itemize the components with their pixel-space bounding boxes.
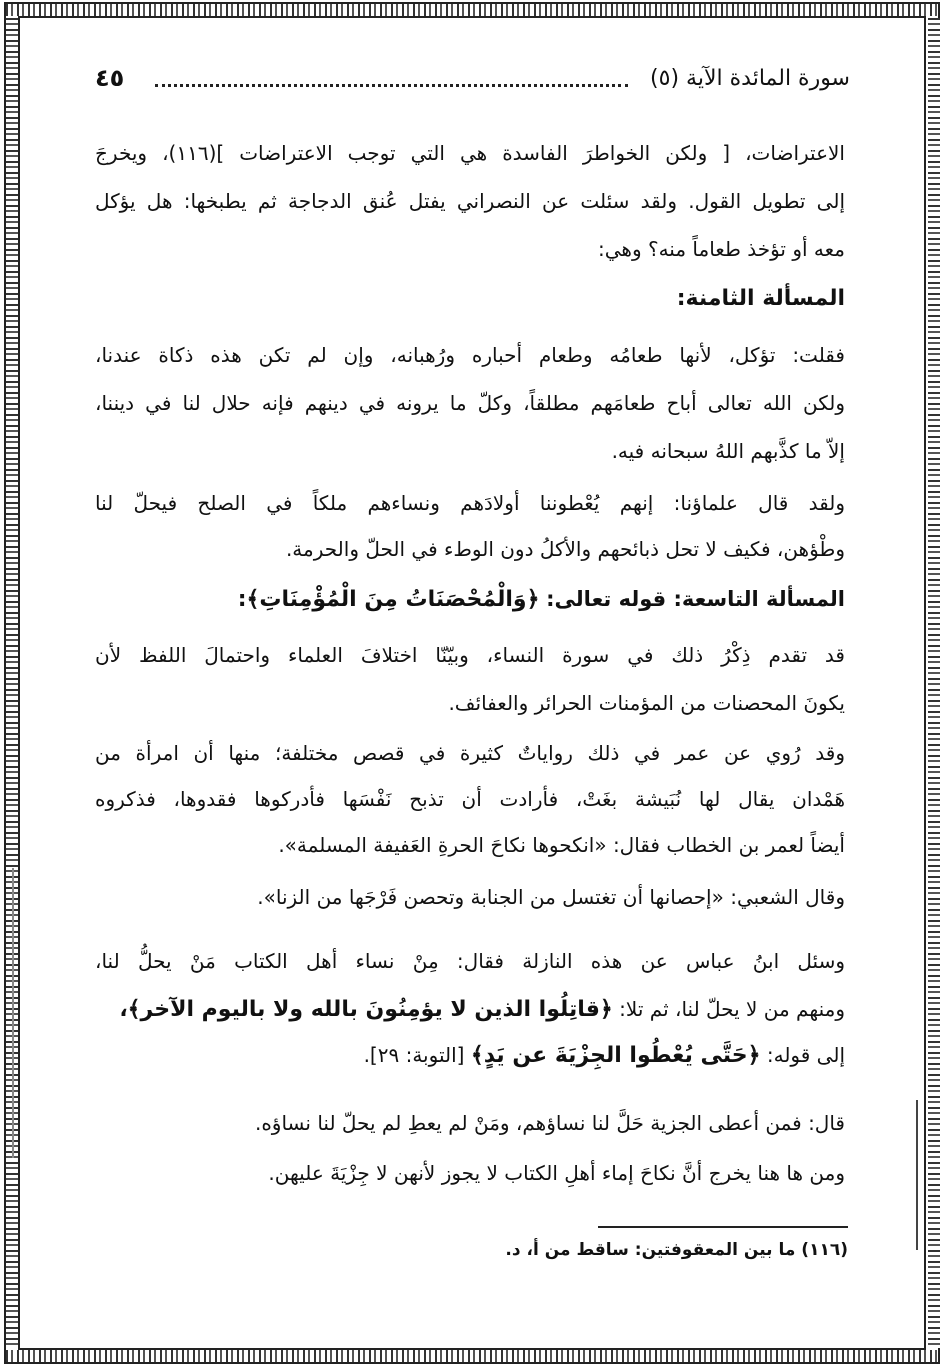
paragraph-line: هَمْدان يقال لها نُبَيشة بغَتْ، فأرادت أن تذبح نَفْسَها فأدركوها فقدوها، فذكروه <box>95 787 845 811</box>
paragraph-line: فقلت: تؤكل، لأنها طعامُه وطعام أحباره ورُهبانه، وإن لم تكن هذه ذكاة عندنا، <box>95 343 845 367</box>
paragraph-line: ولقد قال علماؤنا: إنهم يُعْطوننا أولادَهم ونساءهم ملكاً في الصلح فيحلّ لنا <box>95 491 845 515</box>
margin-scan-line <box>916 1100 918 1250</box>
page-border-inner <box>18 16 926 1350</box>
paragraph-line <box>95 994 845 1025</box>
paragraph-line: يكونَ المحصنات من المؤمنات الحرائر والعفائف. <box>448 691 845 715</box>
paragraph-line: ومن ها هنا يخرج أنَّ نكاحَ إماء أهلِ الكتاب لا يجوز لأنهن لا جِزْيَةَ عليهن. <box>268 1161 845 1185</box>
page-number: ٤٥ <box>95 64 125 92</box>
paragraph-line: ولكن الله تعالى أباح طعامَهم مطلقاً، وكلّ ما يرونه في دينهم فإنه حلال لنا في ديننا، <box>95 391 845 415</box>
section-heading: المسألة الثامنة: <box>676 286 845 311</box>
paragraph-line: وقال الشعبي: «إحصانها أن تغتسل من الجنابة وتحصن فَرْجَها من الزنا». <box>257 885 845 909</box>
ornamental-border-bottom <box>6 1350 938 1362</box>
quran-quote: ﴿وَالْمُحْصَنَاتُ مِنَ الْمُؤْمِنَاتِ﴾: <box>237 587 540 612</box>
heading-label: المسألة التاسعة: قوله تعالى: <box>546 587 845 611</box>
paragraph-line: الاعتراضات، [ ولكن الخواطرَ الفاسدة هي التي توجب الاعتراضات ](١١٦)، ويخرجَ <box>95 141 845 165</box>
paragraph-line: معه أو تؤخذ طعاماً منه؟ وهي: <box>597 237 845 261</box>
margin-scan-line <box>12 868 14 1158</box>
paragraph-line <box>95 1040 845 1071</box>
paragraph-line: وسئل ابنُ عباس عن هذه النازلة فقال: مِنْ نساء أهل الكتاب مَنْ يحلُّ لنا، <box>95 949 845 973</box>
paragraph-line: قد تقدم ذِكْرُ ذلك في سورة النساء، وبيّنّا اختلافَ العلماء واحتمالَ اللفظ لأن <box>95 643 845 667</box>
ornamental-border-top <box>6 4 938 16</box>
quran-quote: ﴿حَتَّى يُعْطُوا الجِزْيَةَ عن يَدٍ﴾ <box>470 1043 761 1068</box>
quran-quote: ﴿قاتِلُوا الذين لا يؤمِنُونَ بالله ولا باليوم الآخر﴾، <box>119 997 613 1022</box>
ornamental-border-right <box>928 18 940 1348</box>
footnote: (١١٦) ما بين المعقوفتين: ساقط من أ، د. <box>505 1240 848 1260</box>
paragraph-line-text: ومنهم من لا يحلّ لنا، ثم تلا: <box>619 997 845 1021</box>
paragraph-line: وقد رُوي عن عمر في ذلك رواياتٌ كثيرة في قصص مختلفة؛ منها أن امرأة من <box>95 741 845 765</box>
verse-citation: [التوبة: ٢٩]. <box>363 1043 465 1067</box>
header-leader-dots <box>155 84 628 87</box>
paragraph-line: إلى تطويل القول. ولقد سئلت عن النصراني يفتل عُنق الدجاجة ثم يطبخها: هل يؤكل <box>95 189 845 213</box>
paragraph-line: وطْؤهن، فكيف لا تحل ذبائحهم والأكلُ دون الوطء في الحلّ والحرمة. <box>285 537 845 561</box>
paragraph-line: قال: فمن أعطى الجزية حَلَّ لنا نساؤهم، ومَنْ لم يعطِ لم يحلّ لنا نساؤه. <box>254 1111 845 1135</box>
paragraph-line-text: إلى قوله: <box>766 1043 845 1067</box>
header-title: سورة المائدة الآية (٥) <box>650 66 850 91</box>
footnote-separator <box>598 1226 848 1228</box>
running-header <box>95 62 850 98</box>
paragraph-line: أيضاً لعمر بن الخطاب فقال: «انكحوها نكاحَ الحرةِ العَفيفة المسلمة». <box>278 833 845 857</box>
section-heading <box>95 584 845 615</box>
paragraph-line: إلاّ ما كذَّبهم اللهُ سبحانه فيه. <box>611 439 845 463</box>
